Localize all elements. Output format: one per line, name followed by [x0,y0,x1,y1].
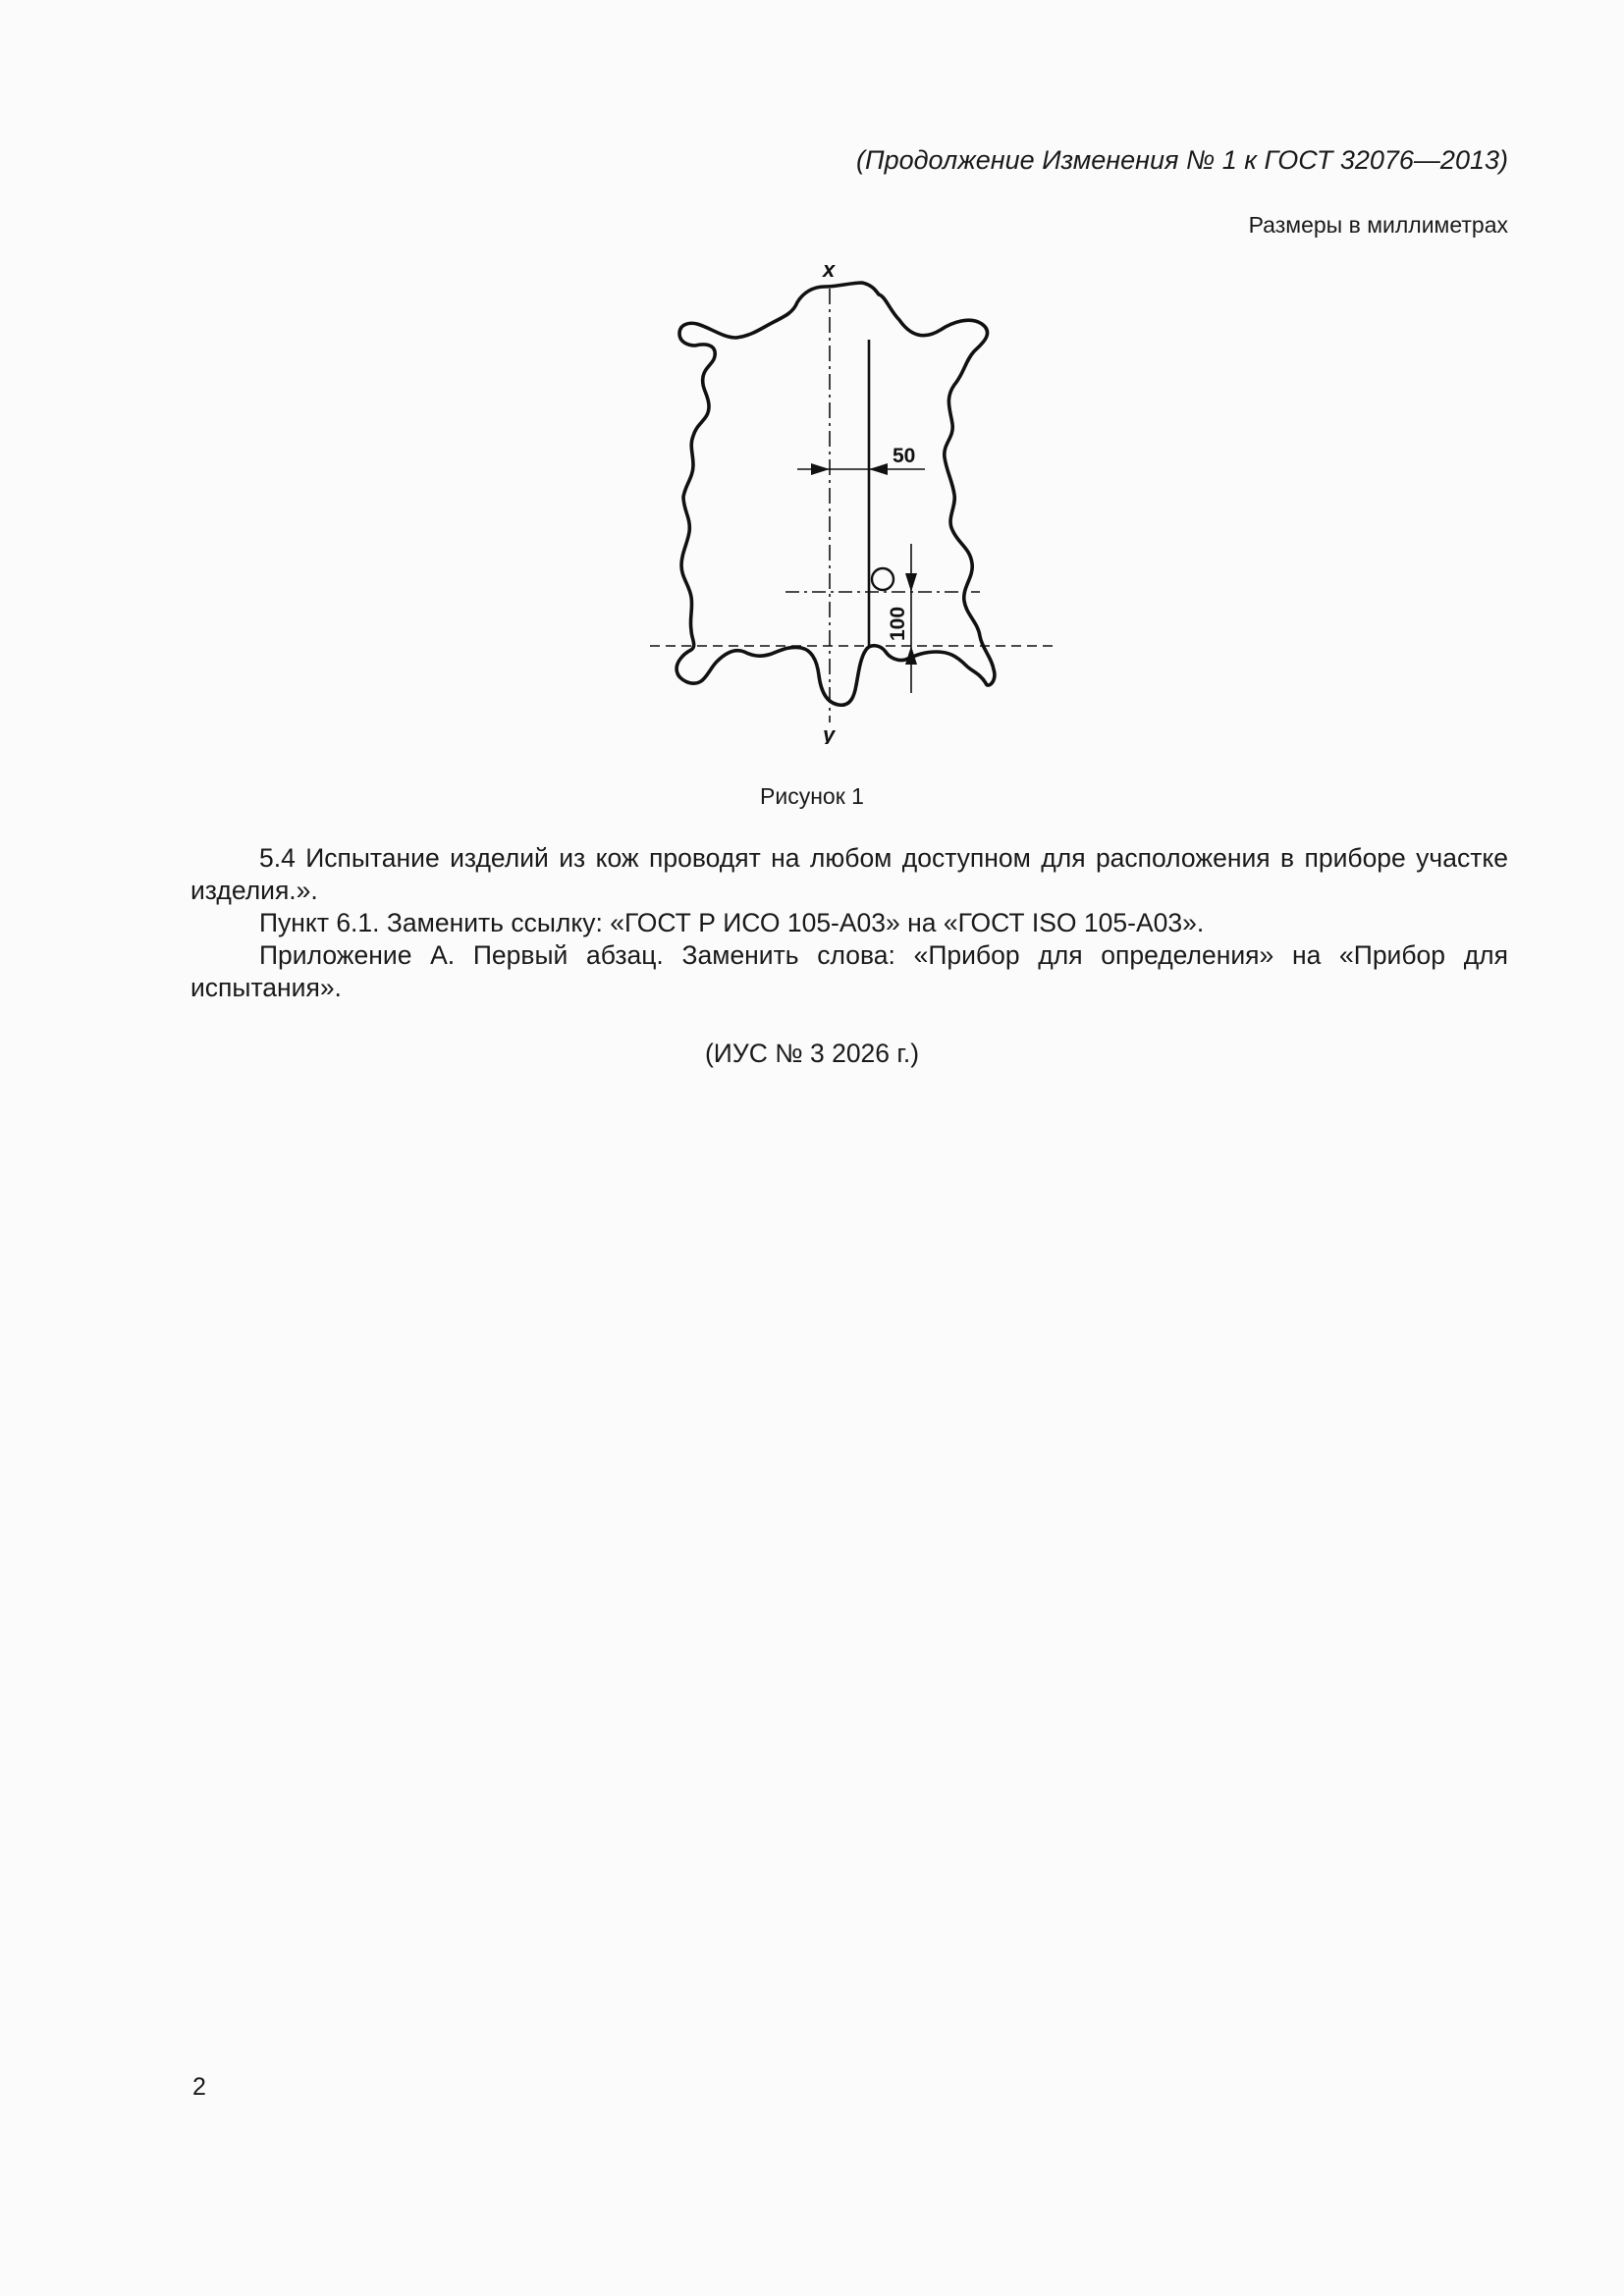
dim-100-label: 100 [887,606,909,641]
dim-100-arrow-top [905,573,917,592]
figure-1 [628,253,1070,744]
axis-x-label: x [823,257,836,282]
hide-outline [677,283,995,705]
units-note: Размеры в миллиметрах [1248,212,1508,238]
paragraph-appendix-a: Приложение А. Первый абзац. Заменить слова: «Прибор для определения» на «Прибор для испытания». [190,940,1508,1002]
page-number: 2 [192,2073,206,2101]
body-text [190,842,1508,1004]
test-point-circle [872,568,893,590]
axis-y-label: y [823,722,836,744]
dim-50-arrow-left [811,463,830,475]
dim-50-label: 50 [893,445,916,467]
continuation-header: (Продолжение Изменения № 1 к ГОСТ 32076—2013) [856,145,1508,175]
paragraph-6-1: Пункт 6.1. Заменить ссылку: «ГОСТ Р ИСО 105-A03» на «ГОСТ ISO 105-A03». [259,908,1205,937]
dim-50-arrow-right [869,463,888,475]
paragraph-5-4: 5.4 Испытание изделий из кож проводят на любом доступном для расположения в приборе участке изделия.». [190,843,1508,905]
figure-caption: Рисунок 1 [760,783,864,809]
hide-test-area-diagram [628,253,1070,744]
issue-reference: (ИУС № 3 2026 г.) [704,1039,920,1068]
